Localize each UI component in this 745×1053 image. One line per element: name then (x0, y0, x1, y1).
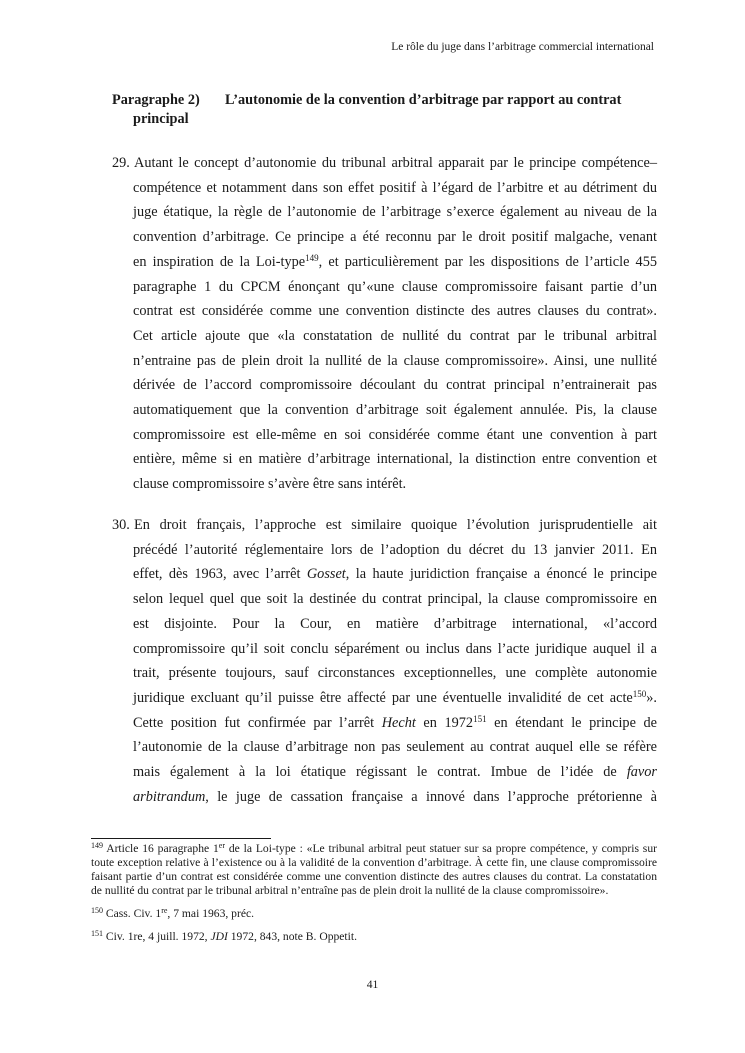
section-title-line-2: principal (133, 111, 189, 127)
paragraph-line: est disjointe. Pour la Cour, en matière d’arbitrage international, «l’accord (133, 615, 657, 632)
paragraph-line: effet, dès 1963, avec l’arrêt Gosset, la haute juridiction française a énoncé le principe (133, 566, 657, 583)
paragraph-line: l’autonomie de la clause d’arbitrage non pas seulement au contrat auquel elle se réfère (133, 739, 657, 756)
paragraph-line: automatiquement que la convention d’arbitrage soit également annulée. Pis, la clause (133, 402, 657, 419)
paragraph-number: 30. (112, 517, 130, 533)
page-number: 41 (366, 978, 379, 991)
case-name-gosset: Gosset (306, 566, 346, 583)
footnote-151: $^{151}$ Civ. 1re, 4 juill. 1972, JDI 1972, 843, note B. Oppetit. (91, 929, 357, 943)
paragraph-line: contrat est considérée comme une convention distincte des autres clauses du contrat». (133, 303, 657, 320)
paragraph-number: 29. (112, 155, 130, 171)
paragraph-line: mais également à la loi étatique régissant le contrat. Imbue de l’idée de favor (133, 764, 657, 781)
paragraph-line: trait, présente toujours, sauf circonstances exceptionnelles, une complète autonomie (133, 665, 657, 682)
section-label: Paragraphe 2) (112, 92, 200, 108)
footnote-ref-149[interactable]: 149 (305, 252, 319, 263)
paragraph-line: entière, même si en matière d’arbitrage international, la distinction entre convention et (133, 451, 657, 468)
section-title-line-1: L’autonomie de la convention d’arbitrage par rapport au contrat (225, 92, 622, 108)
paragraph-line: dérivée de l’accord compromissoire découlant du contrat principal n’entrainerait pas (133, 377, 657, 394)
paragraph-line: compromissoire qu’il soit conclu séparément ou inclus dans l’acte juridique auquel il a (133, 640, 657, 657)
paragraph-line: convention d’arbitrage. Ce principe a été reconnu par le droit positif malgache, venant (133, 229, 657, 246)
footnote-separator (91, 838, 271, 839)
paragraph-line: juge étatique, la règle de l’autonomie de l’arbitrage s’exerce également au niveau de la (133, 204, 657, 221)
paragraph-line: compétence et notamment dans son effet positif à l’égard de l’arbitre et au détriment du (133, 179, 657, 196)
footnotes (91, 842, 657, 953)
paragraph-line: paragraphe 1 du CPCM énonçant qu’«une clause compromissoire faisant partie d’un (133, 278, 657, 295)
footnote-ref-151[interactable]: 151 (473, 713, 487, 724)
paragraph-line: 30. En droit français, l’approche est similaire quoique l’évolution jurisprudentielle ait (112, 513, 657, 538)
paragraph-line: en inspiration de la Loi-type$^{149}$, et particulièrement par les dispositions de l’article 455 (133, 252, 657, 270)
footnote-ref-150[interactable]: 150 (632, 688, 647, 699)
footnote-149: $^{149}$ Article 16 paragraphe 1er de la Loi-type : «Le tribunal arbitral peut statuer sur sa propre compétence, y compris sur toute exception relative à l’existence ou à la validité de la convention d’arbitrage. À cette fin, une clause compromissoire faisant partie d’un contrat est considérée comme une convention distincte des autres clauses du contrat. La constatation de nullité du contrat par le tribunal arbitral n’entraîne pas de plein droit la nullité de la clause compromissoire». (91, 841, 657, 897)
paragraph-line: clause compromissoire s’avère être sans intérêt. (133, 476, 407, 493)
paragraph-30 (112, 513, 657, 809)
paragraph-line: Cette position fut confirmée par l’arrêt Hecht en 1972$^{151}$ en étendant le principe de (133, 713, 657, 731)
paragraph-line: juridique excluant qu’il puisse être affecté par une éventuelle invalidité de cet acte$^{150}$». (133, 688, 657, 706)
running-header: Le rôle du juge dans l’arbitrage commercial international (391, 41, 654, 53)
case-name-hecht: Hecht (381, 714, 416, 731)
paragraph-line: arbitrandum, le juge de cassation française a innové dans l’approche prétorienne à (133, 788, 657, 805)
paragraph-line: Cet article ajoute que «la constatation de nullité du contrat par le tribunal arbitral (133, 327, 657, 344)
paragraph-line: compromissoire est elle-même en soi considérée comme étant une convention à part (133, 426, 657, 443)
paragraph-line: n’entraine pas de plein droit la nullité de la clause compromissoire». Ainsi, une nullité (133, 352, 657, 369)
latin-term: arbitrandum (133, 788, 206, 805)
footnote-150: $^{150}$ Cass. Civ. 1re, 7 mai 1963, préc. (91, 906, 255, 920)
paragraph-line: 29. Autant le concept d’autonomie du tribunal arbitral apparait par le principe compétence– (112, 151, 657, 176)
paragraph-line: selon lequel quel que soit la destinée du contrat principal, la clause compromissoire en (133, 591, 657, 608)
paragraph-line: précédé l’autorité réglementaire lors de l’adoption du décret du 13 janvier 2011. En (133, 541, 657, 558)
section-heading (112, 91, 657, 129)
paragraph-29 (112, 151, 657, 497)
